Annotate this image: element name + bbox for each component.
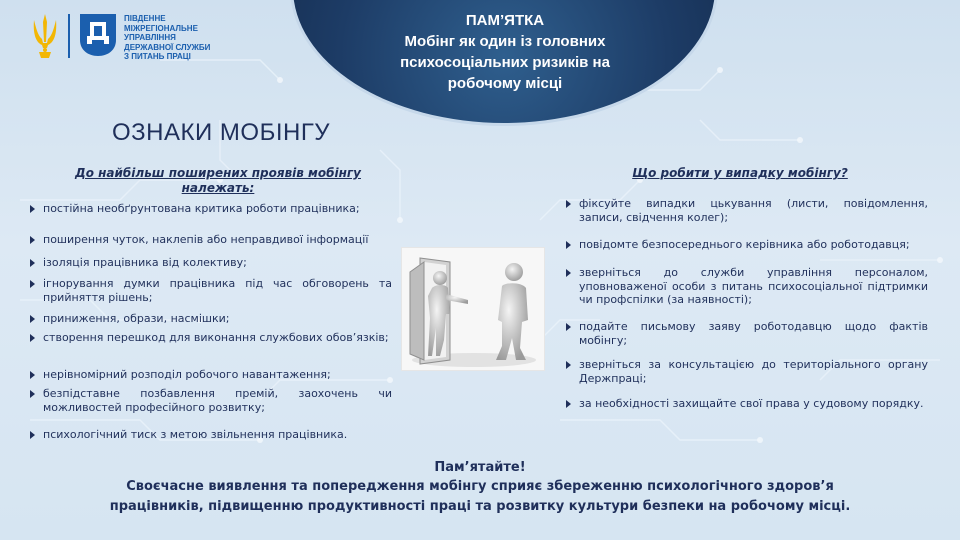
bullet-icon [30,334,35,342]
bullet-icon [30,280,35,288]
shield-icon [78,12,118,58]
organization-name: ПІВДЕННЕ МІЖРЕГІОНАЛЬНЕ УПРАВЛІННЯ ДЕРЖАВНОЇ СЛУЖБИ З ПИТАНЬ ПРАЦІ [124,14,211,62]
list-item-text: психологічний тиск з метою звільнення працівника. [43,428,348,441]
bullet-icon [30,236,35,244]
list-item-text: фіксуйте випадки цькування (листи, повідомлення, записи, свідчення колег); [579,197,928,224]
list-item-text: за необхідності захищайте свої права у судовому порядку. [579,397,924,410]
door-exclusion-illustration [401,247,545,371]
list-item [30,387,392,414]
list-item-text: зверніться за консультацією до територіального органу Держпраці; [579,358,928,385]
bullet-icon [30,259,35,267]
memo-title-line: Мобінг як один із головних [404,33,606,50]
list-item [30,331,392,345]
list-item-text: подайте письмову заяву роботодавцю щодо фактів мобінгу; [579,320,928,347]
list-item-text: створення перешкод для виконання службових обов’язків; [43,331,389,344]
section-title: ОЗНАКИ МОБІНГУ [112,119,331,146]
bullet-icon [30,315,35,323]
list-item-text: ізоляція працівника від колективу; [43,256,247,269]
bullet-icon [30,205,35,213]
list-item-text: ігнорування думки працівника під час обговорень та прийняття рішень; [43,277,392,304]
list-item [566,397,928,411]
list-item [30,202,392,216]
list-item-text: постійна необґрунтована критика роботи працівника; [43,202,360,215]
remember-text: Своєчасне виявлення та попередження мобінгу сприяє збереженню психологічного здоров’я працівників, підвищенню продуктивності праці та розвитку культури безпеки на робочому місці. [109,479,851,514]
organization-logo [30,12,210,62]
list-item [30,233,392,247]
list-item [566,358,928,385]
list-item [566,266,928,307]
remember-title: Пам’ятайте! [434,460,526,475]
list-item [566,197,928,224]
bullet-icon [566,400,571,408]
list-item [30,277,392,304]
list-item-text: нерівномірний розподіл робочого навантаження; [43,368,331,381]
actions-subtitle: Що робити у випадку мобінгу? [632,166,848,180]
bullet-icon [30,371,35,379]
list-item [566,238,928,252]
memo-title-line: ПАМ’ЯТКА [465,12,545,29]
signs-subtitle: До найбільш поширених проявів мобінгу належать: [75,166,361,195]
memo-title-line: психосоціальних ризиків на [400,54,610,71]
bullet-icon [30,390,35,398]
logo-divider [68,14,70,58]
memo-title-line: робочому місці [447,75,563,92]
bullet-icon [30,431,35,439]
trident-icon [30,12,60,60]
list-item-text: повідомте безпосереднього керівника або роботодавця; [579,238,910,251]
bullet-icon [566,241,571,249]
list-item [566,320,928,347]
list-item [30,368,392,382]
bullet-icon [566,323,571,331]
bullet-icon [566,269,571,277]
list-item [30,256,392,270]
list-item [30,312,392,326]
bullet-icon [566,361,571,369]
memo-title [330,10,680,94]
list-item-text: зверніться до служби управління персоналом, уповноваженої особи з питань психосоціальної підтримки чи профспілки (за наявності); [579,266,928,306]
list-item-text: поширення чуток, наклепів або неправдивої інформації [43,233,369,246]
illustration-figures [402,248,546,372]
bullet-icon [566,200,571,208]
list-item [30,428,392,442]
list-item-text: безпідставне позбавлення премій, заохочень чи можливостей професійного розвитку; [43,387,392,414]
list-item-text: приниження, образи, насмішки; [43,312,230,325]
